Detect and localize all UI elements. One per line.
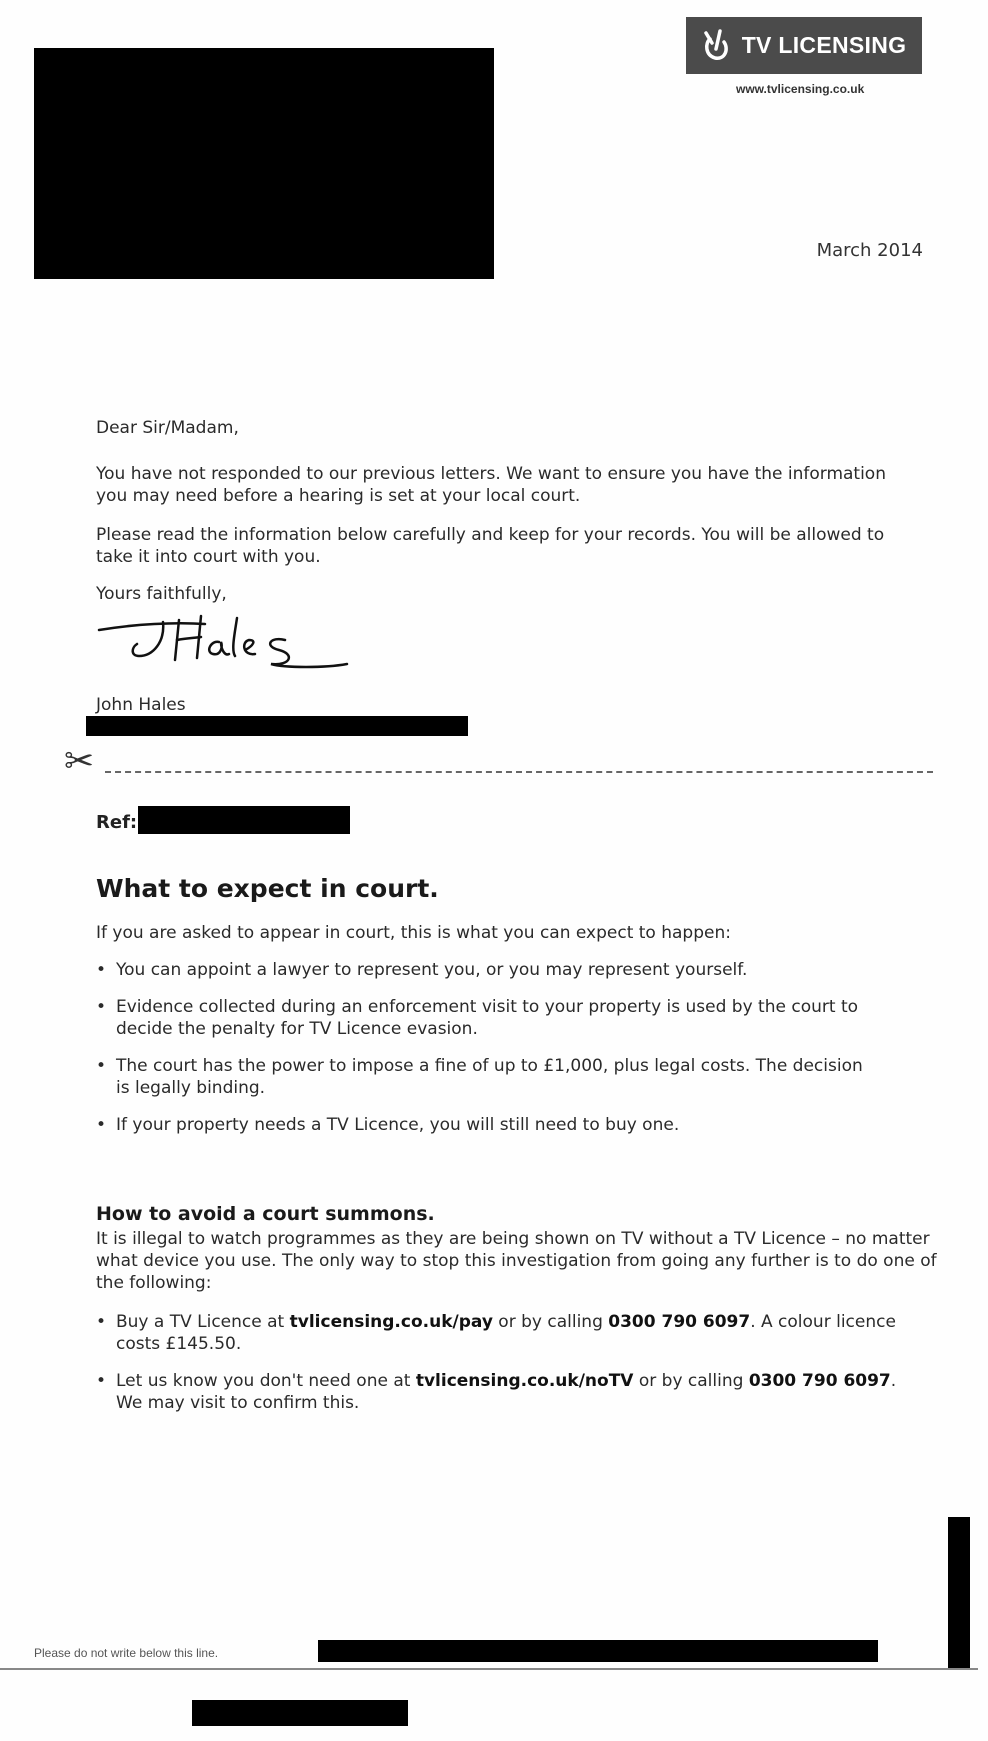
paragraph-read-carefully: Please read the information below carefully and keep for your records. You will be allowed to take it into court with you.	[96, 525, 885, 567]
bottom-rule	[0, 1668, 978, 1670]
no-tv-bullet	[96, 1370, 916, 1414]
court-bullet: • You can appoint a lawyer to represent you, or you may represent yourself.	[96, 959, 876, 981]
court-section-title: What to expect in court.	[96, 874, 439, 903]
avoid-intro: It is illegal to watch programmes as they are being shown on TV without a TV Licence – no matter what device you use. The only way to stop this investigation from going any further is to do one of the following:	[96, 1229, 937, 1293]
paragraph-previous-letters: You have not responded to our previous letters. We want to ensure you have the information you may need before a hearing is set at your local court.	[96, 464, 886, 506]
court-bullet: • Evidence collected during an enforcement visit to your property is used by the court to decide the penalty for TV Licence evasion.	[96, 996, 876, 1040]
scissors-icon: ✂	[64, 741, 95, 782]
no-tv-text-mid: or by calling	[633, 1371, 749, 1391]
court-bullet: • If your property needs a TV Licence, you will still need to buy one.	[96, 1114, 876, 1136]
logo-url: www.tvlicensing.co.uk	[736, 82, 865, 96]
court-bullet: • The court has the power to impose a fine of up to £1,000, plus legal costs. The decision is legally binding.	[96, 1055, 876, 1099]
redacted-reference	[138, 806, 350, 834]
redacted-side-bar	[948, 1517, 970, 1669]
buy-licence-text-pre: Buy a TV Licence at	[116, 1312, 290, 1332]
pay-link[interactable]: tvlicensing.co.uk/pay	[289, 1312, 493, 1332]
buy-licence-text-post: . A colour licence costs £145.50.	[116, 1312, 896, 1354]
redacted-footer-code	[192, 1700, 408, 1726]
redacted-signatory-title	[86, 716, 468, 736]
avoid-bullet-list	[96, 1311, 916, 1429]
redacted-barcode	[318, 1640, 878, 1662]
no-tv-phone-number: 0300 790 6097	[748, 1371, 891, 1391]
no-tv-text-pre: Let us know you don't need one at	[116, 1371, 416, 1391]
buy-licence-text-mid: or by calling	[492, 1312, 609, 1332]
tv-licensing-logo	[686, 17, 922, 74]
signatory-name: John Hales	[96, 695, 186, 715]
no-tv-text-post: . We may visit to confirm this.	[116, 1371, 897, 1413]
redacted-address	[34, 48, 494, 279]
court-bullet-list	[96, 959, 876, 1151]
reference-label: Ref:	[96, 812, 138, 833]
buy-licence-bullet	[96, 1311, 916, 1355]
signature-image	[95, 612, 365, 684]
no-tv-link[interactable]: tvlicensing.co.uk/noTV	[415, 1371, 634, 1391]
cut-line	[105, 771, 933, 773]
court-intro: If you are asked to appear in court, this is what you can expect to happen:	[96, 923, 731, 943]
tick-logo-icon	[702, 29, 732, 63]
salutation: Dear Sir/Madam,	[96, 418, 239, 438]
letter-date: March 2014	[816, 240, 923, 261]
pay-phone-number: 0300 790 6097	[608, 1312, 751, 1332]
closing: Yours faithfully,	[96, 584, 227, 604]
avoid-section-title: How to avoid a court summons.	[96, 1203, 435, 1225]
do-not-write-note: Please do not write below this line.	[34, 1646, 219, 1660]
logo-text: TV LICENSING	[741, 32, 907, 58]
